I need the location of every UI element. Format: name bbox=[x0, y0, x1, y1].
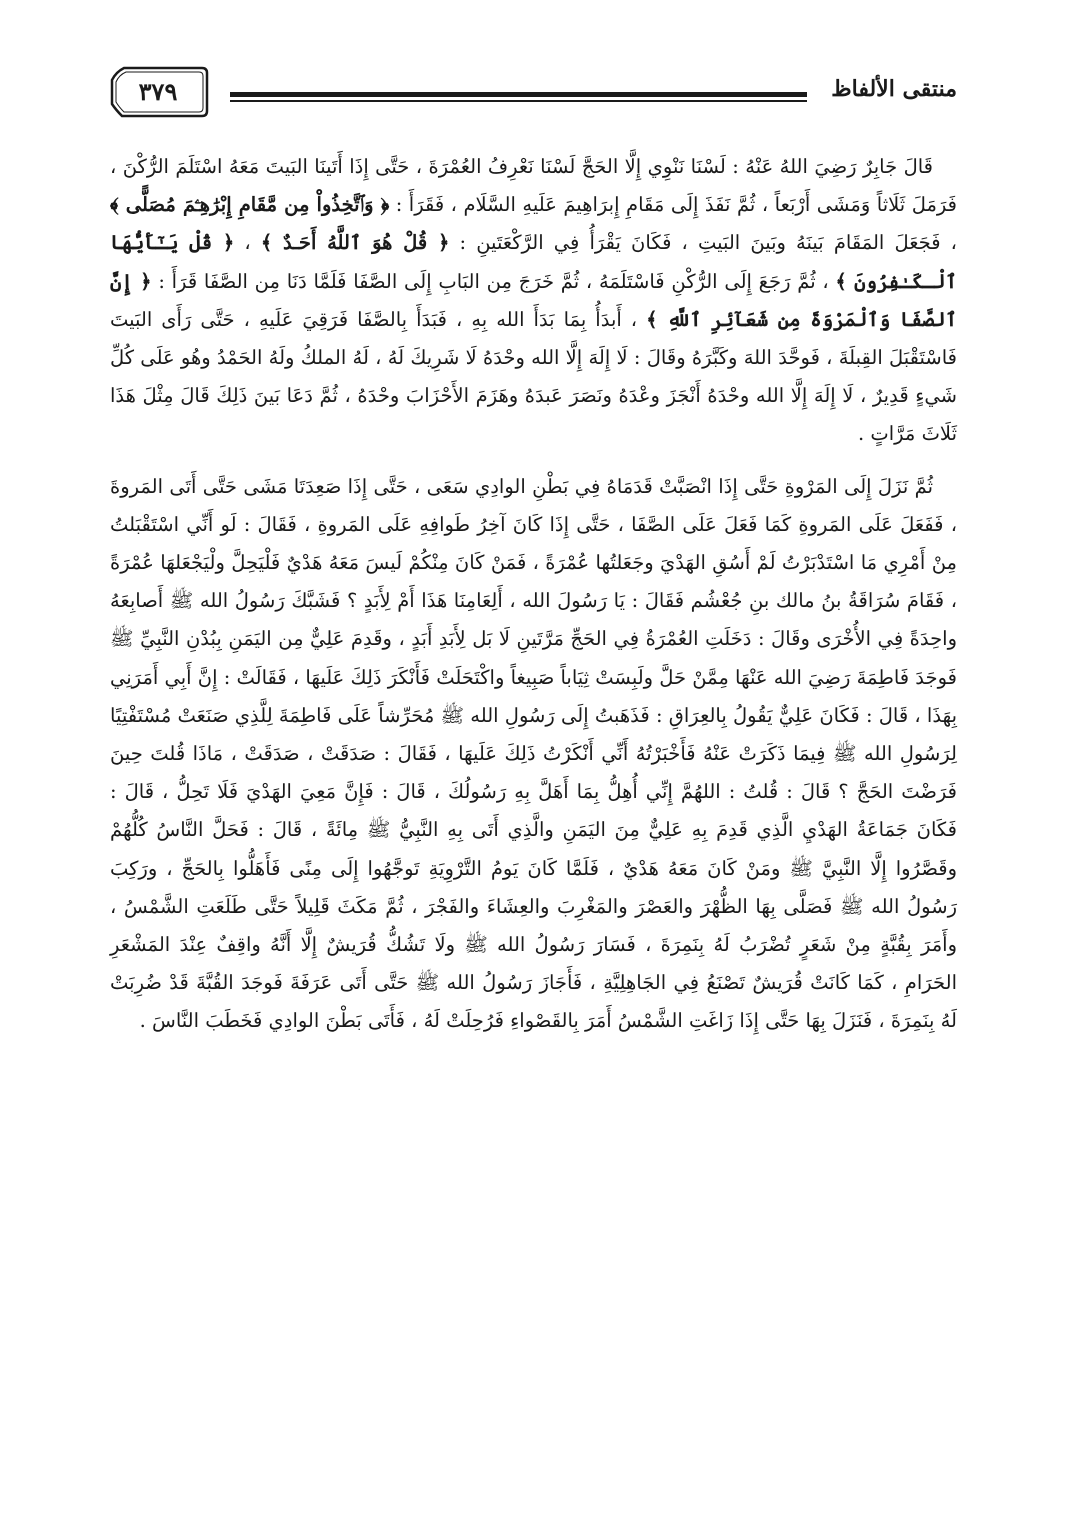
paragraph bbox=[110, 148, 957, 454]
text-run: ، ثُمَّ رَجَعَ إِلَى الرُّكْنِ فَاسْتَلَمَهُ ، ثُمَّ خَرَجَ مِن البَابِ إِلَى الصَّفَا فَلَمَّا دَنَا مِن الصَّفَا قَرَأَ : bbox=[151, 269, 836, 293]
text-run: ، bbox=[234, 231, 261, 255]
quran-verse: ﴿ قُلْ يَـٰٓأَيُّهَا ٱلْـكَـٰفِرُونَ ﴾ bbox=[110, 231, 958, 293]
header-divider bbox=[230, 92, 807, 104]
quran-verse: ﴿ قُلْ هُوَ ٱللَّهُ أَحَـدٌ ﴾ bbox=[260, 231, 450, 255]
page-number: ٣٧٩ bbox=[138, 77, 178, 106]
book-title: منتقى الألفاظ bbox=[831, 76, 957, 102]
body-text bbox=[110, 148, 957, 1041]
header-divider-thick bbox=[230, 92, 807, 97]
quran-verse: ﴿ وَٱتَّخِذُواْ مِن مَّقَامِ إِبْرَٰهِـۧمَ مُصَلًّى ﴾ bbox=[110, 193, 390, 217]
text-run: ، فَجَعَلَ المَقَامَ بَينَهُ وبَينَ البَيتِ ، فَكَانَ يَقْرَأُ فِي الرَّكْعَتَينِ : bbox=[449, 231, 957, 255]
text-run: قَالَ جَابِرٌ رَضِيَ اللهُ عَنْهُ : لَسْنَا نَنْوِي إِلَّا الحَجَّ لَسْنَا نَعْرِفُ العُمْرَةَ ، حَتَّى إِذَا أَتَينَا البَيتَ مَعَهُ اسْتَلَمَ الرُّكْنَ ، فَرَمَلَ ثَلَاثاً وَمَشَى أَرْبَعاً ، ثُمَّ نَفَذَ إِلَى مَقَامِ إِبرَاهِيمَ عَلَيهِ السَّلَام ، فَقَرَأَ : bbox=[110, 155, 957, 217]
paragraph bbox=[110, 468, 957, 1041]
page-number-badge bbox=[110, 66, 210, 118]
text-run: ثُمَّ نَزَلَ إِلَى المَرْوةِ حَتَّى إِذَا انْصَبَّتْ قَدَمَاهُ فِي بَطْنِ الوادِي سَعَى ، حَتَّى إِذَا صَعِدَتَا مَشَى حَتَّى أَتَى المَروةَ ، فَفَعَلَ عَلَى المَروةِ كَمَا فَعَلَ عَلَى الصَّفَا ، حَتَّى إِذَا كَانَ آخِرُ طَوافِهِ عَلَى المَروةِ ، فَقَالَ : لَو أَنِّي اسْتَقْبَلتُ مِنْ أَمْرِي مَا اسْتَدْبَرْتُ لَمْ أَسُقِ الهَدْيَ وجَعَلتُها عُمْرَةً ، فَمَنْ كَانَ مِنْكُمْ لَيسَ مَعَهُ هَدْيٌ فَلْيَحِلَّ ولْيَجْعَلهَا عُمْرَةً ، فَقَامَ سُرَاقَةُ بنُ مالك بنِ جُعْشُم فَقَالَ : يَا رَسُولَ الله ، أَلِعَامِنَا هَذَا أَمْ لِأَبَدٍ ؟ فَشَبَّكَ رَسُولُ الله ﷺ أَصابِعَهُ واحِدَةً فِي الأُخْرَى وقَالَ : دَخَلَتِ العُمْرَةُ فِي الحَجِّ مَرَّتَينِ لَا بَل لِأَبَدِ أَبَدٍ ، وقَدِمَ عَلِيٌّ مِن اليَمَنِ بِبُدْنِ النَّبِيِّ ﷺ فَوجَدَ فَاطِمَةَ رَضِيَ الله عَنْهَا مِمَّنْ حَلَّ ولَبِسَتْ ثِيَاباً صَبِيغاً واكْتَحَلَتْ فَأَنْكَرَ ذَلِكَ عَلَيهَا ، فَقَالَتْ : إِنَّ أَبِي أَمَرَنِي بِهَذَا ، قَالَ : فَكَانَ عَلِيٌّ يَقُولُ بِالعِرَاقِ : فَذَهَبتُ إِلَى رَسُولِ الله ﷺ مُحَرِّشاً عَلَى فَاطِمَةَ لِلَّذِي صَنَعَتْ مُسْتَفْتِيًا لِرَسُولِ الله ﷺ فِيمَا ذَكَرَتْ عَنْهُ فَأَخْبَرْتُهُ أَنِّي أَنْكَرْتُ ذَلِكَ عَلَيهَا ، فَقَالَ : صَدَقَتْ ، صَدَقَتْ ، مَاذَا قُلتَ حِينَ فَرَضْتَ الحَجَّ ؟ قَالَ : قُلتُ : اللهُمَّ إِنِّي أُهِلُّ بِمَا أَهَلَّ بِهِ رَسُولُكَ ، قَالَ : فَإِنَّ مَعِيَ الهَدْيَ فَلَا تَحِلُّ ، قَالَ : فَكَانَ جَمَاعَةُ الهَدْيِ الَّذِي قَدِمَ بِهِ عَلِيٌّ مِنَ اليَمَنِ والَّذِي أَتَى بِهِ النَّبِيُّ ﷺ مِائَةً ، قَالَ : فَحَلَّ النَّاسُ كُلُّهُمْ وقَصَّرُوا إِلَّا النَّبِيَّ ﷺ ومَنْ كَانَ مَعَهُ هَدْيٌ ، فَلَمَّا كَانَ يَومُ التَّرْوِيَةِ تَوجَّهُوا إِلَى مِنًى فَأَهَلُّوا بِالحَجِّ ، ورَكِبَ رَسُولُ الله ﷺ فَصَلَّى بِهَا الظُّهْرَ والعَصْرَ والمَغْرِبَ والعِشَاءَ والفَجْرَ ، ثُمَّ مَكَثَ قَلِيلاً حَتَّى طَلَعَتِ الشَّمْسُ ، وأَمَرَ بِقُبَّةٍ مِنْ شَعَرٍ تُضْرَبُ لَهُ بِنَمِرَةَ ، فَسَارَ رَسُولُ الله ﷺ ولَا تَشُكُّ قُرَيشٌ إِلَّا أَنَّهُ واقِفٌ عِنْدَ المَشْعَرِ الحَرَامِ ، كَمَا كَانَتْ قُرَيشٌ تَصْنَعُ فِي الجَاهِلِيَّةِ ، فَأَجَازَ رَسُولُ الله ﷺ حَتَّى أَتَى عَرَفَةَ فَوجَدَ القُبَّةَ قَدْ ضُرِبَتْ لَهُ بِنَمِرَةَ ، فَنَزَلَ بِهَا حَتَّى إِذَا زَاغَتِ الشَّمْسُ أَمَرَ بِالقَصْواءِ فَرُحِلَتْ لَهُ ، فَأَتَى بَطْنَ الوادِي فَخَطَبَ النَّاسَ . bbox=[110, 474, 957, 1033]
quran-verse: ﴿ إِنَّ ٱلصَّفَا وَٱلْمَرْوَةَ مِن شَعَآئِرِ ٱللَّهِ ﴾ bbox=[110, 269, 957, 331]
page-header bbox=[110, 66, 957, 126]
header-divider-thin bbox=[230, 100, 807, 102]
text-run: ، أَبدَأُ بِمَا بَدَأَ الله بِهِ ، فَبَدَأَ بِالصَّفَا فَرَقِيَ عَلَيهِ ، حَتَّى رَأَى البَيتَ فَاسْتَقْبَلَ القِبلَةَ ، فَوحَّدَ اللهَ وكَبَّرَهُ وقَالَ : لَا إِلَهَ إِلَّا الله وحْدَهُ لَا شَرِيكَ لَهُ ، لَهُ الملكُ ولَهُ الحَمْدُ وهُو عَلَى كُلِّ شَيءٍ قَدِيرٌ ، لَا إِلَهَ إِلَّا الله وحْدَهُ أَنْجَزَ وعْدَهُ ونَصَرَ عَبدَهُ وهَزَمَ الأَحْزَابَ وحْدَهُ ، ثُمَّ دَعَا بَينَ ذَلِكَ قَالَ مِثْلَ هَذَا ثَلَاثَ مَرَّاتٍ . bbox=[110, 307, 957, 446]
